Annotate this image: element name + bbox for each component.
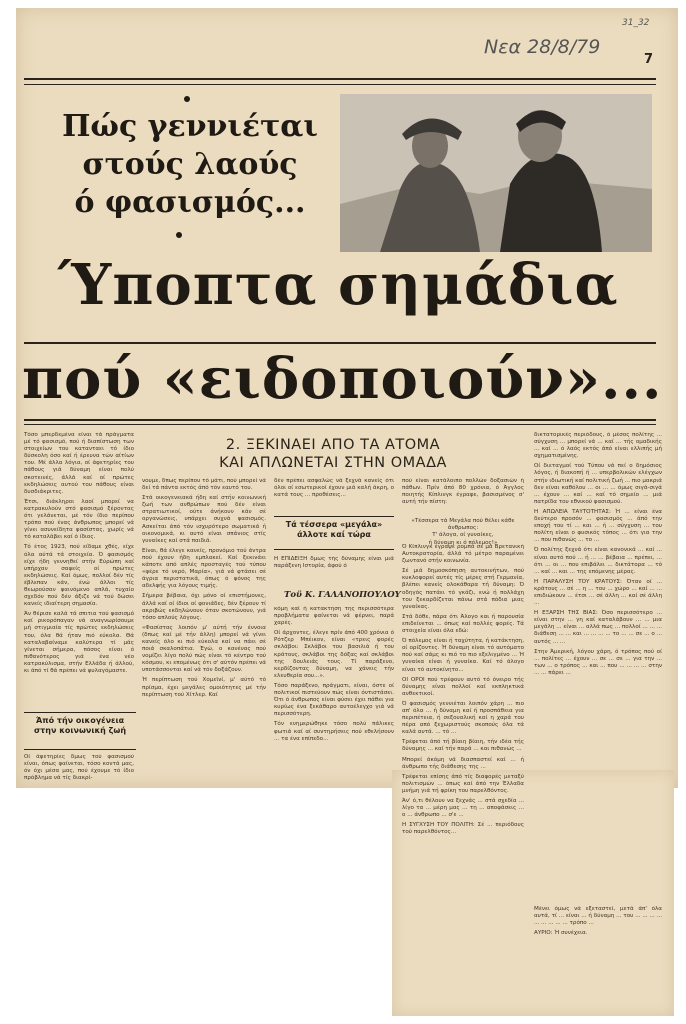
headline-rule-bottom-thin bbox=[24, 424, 656, 425]
box-family-heading bbox=[24, 716, 136, 736]
column-5 bbox=[534, 432, 662, 894]
paragraph: Στά δόθε, πάρα ότι Άλογο και ή παρουσία επιδείνεται ... όπως καί πολλές φορές. Τά στοιχεία είναι όλα εδώ: bbox=[402, 613, 524, 635]
subhead-line-2: ΚΑΙ ΑΠΛΩΝΕΤΑΙ ΣΤΗΝ ΟΜΑΔΑ bbox=[219, 455, 447, 471]
paragraph: Τρέφεται άπό τή βίαιη βίαιη, τήν ιδέα τής δύναμης ... καί τήν παρά ... και πιθανώς ... bbox=[402, 739, 524, 753]
photo-illustration bbox=[340, 94, 652, 252]
column-1 bbox=[24, 432, 134, 692]
paragraph: Οί άρχοντες, έλεγε πρίν άπό 400 χρόνια ό Ρότζερ Μπέικον, είναι «τρεις φορές σκλάβοι: Σκλάβοι του βασιλιά ή του κράτους, σκλάβοι της δόξας καί σκλάβοι της δουλειάς τους. Τί παράξενο, κερδίζοντας δύναμη, να χάνεις τήν ελευθερία σου...». bbox=[274, 630, 394, 679]
page-number: 7 bbox=[644, 52, 654, 67]
kicker bbox=[40, 108, 340, 222]
news-photo bbox=[340, 94, 652, 252]
paragraph: Η ΕΞΑΡΣΗ ΤΗΣ ΒΙΑΣ: Όσο περισσότερο ... είναι στην ... γη καί καταλάβουν ... ... μια μεγάλη ... είναι ... αλλά πως ... πολλοί ... ... ... διάθεση ... ... και ... ... ... ... το ... ... σε ... ο ... αυτός ... ... bbox=[534, 610, 662, 645]
paragraph: Τόσο μπερδεμένα είναι τά πράγματα μέ τό φασισμό, πού ή διαπίστωση των στοιχείων του κατανταει τό ίδιο δύσκολη όσο καί ή έρευνα τών αίτίων του. Μέ άλλα λόγια, οί άφετηρίες του πάθους γιά δύναμη είναι πολύ σκοτεινές, άλλά καί οί πρώτες εκδηλώσεις αυτού του πάθους είναι δυσδιάκριτες. bbox=[24, 432, 134, 495]
paragraph: Σήμερα βέβαια, όχι μόνο οί επιστήμονες, άλλά καί οί ίδιοι οί φονιάδες, δέν ξέρουν τί ακριβώς εκδηλώνουν όταν σκοτώνουν, γιά τόσο απλούς λόγους. bbox=[142, 593, 266, 621]
box-four-line-1: Τά τέσσερα «μεγάλα» bbox=[285, 520, 383, 529]
paragraph: Ό φασισμός γεννιέται λοιπόν χάρη ... πιο απ' όλα ... ή δύναμη καί ή προσπάθεια για περιπέτεια, ή σεξουαλική καί η χαρά του πέρα από ξεχωριστούς σκοπούς όλα τά καλά αυτά. ... τό ... bbox=[402, 700, 524, 736]
paragraph: Άν θέρισε καλά τά σπιτια τού φασισμό καί ρικορόπαγαν νά αναγνωρίσουμε μή στιγμιαία τίς πρώτες εκδηλώσεις του, όλα θά ήταν πιό εύκολα. Θά καταλαβαίναμε καλύτερα τί μάς γίνεται σήμερα, πόσος είναι ό πιθανότερος γιά ένα νέο κατρακύλισμα, στήν Ελλάδα ή άλλού, κι άπό τί θά πρέπει νά φυλαγόμαστε. bbox=[24, 611, 134, 674]
paragraph: Ό Κίπλινγκ έγραψε ρομπά σε μά Βρετανική Αυτοκρατορία, άλλά τό μέτρο παραμένει ζωντανό στήν κοινωνία. bbox=[402, 544, 524, 565]
top-rule-thin bbox=[24, 84, 656, 85]
handwritten-page-ref: 31_32 bbox=[622, 18, 650, 28]
kipling-quote bbox=[402, 518, 524, 547]
paragraph: Ό πόλεμος είναι ή ταχύτητα, ή κατάκτηση, οί ορίζοντες. Ή δύναμη είναι τό αυτόματο πού καί σάμς κι πιό το πιο εξελιγμένο ... Ή γυναίκα είναι ή γυναίκα. Καί τό άλογο είναι τό αυτοκίνητο... bbox=[402, 638, 524, 673]
paragraph: πού είναι κατάλοιπο πολλών δοξασιών ή πάθων. Πρίν άπό 80 χρόνια, ό Άγγλος ποιητής Κίπλινγκ έγραφε, βασισμένος σ' αυτή τήν πίστη: bbox=[402, 478, 524, 506]
kicker-line-3: ό φασισμός... bbox=[74, 185, 306, 220]
box-four-line-2: άλλοτε καί τώρα bbox=[297, 530, 371, 539]
column-5-bottom bbox=[534, 906, 662, 1006]
paragraph: Μένει όμως νά εξεταστεί, μετά άπ' όλα αυτά, τί ... είναι ... ή δύναμη ... του ... ... ... ... ... ... ... ... ... τρόπο ... bbox=[534, 906, 662, 927]
quote-line-2: Τ' άλογα, οί γυναίκες, bbox=[432, 532, 494, 539]
top-rule bbox=[24, 78, 656, 80]
column-3-top bbox=[274, 478, 394, 512]
paragraph: δικτατορικές περιόδους, ό μέσος πολίτης ... σύγχυση ... μπορεί νά ... καί ... τής ομαδικής ... καί ... ό λαός εκτός άπό είναι ελλιπής μή σχηματισμένης. bbox=[534, 432, 662, 460]
column-2 bbox=[142, 478, 266, 784]
headline-line-2: πού «ειδοποιούν»... bbox=[22, 346, 663, 412]
paragraph: «Φασίστας λοιπόν μ' αύτή τήν έννοια (δπως καί μέ τήν άλλη) μπορεί νά γίνει κανείς όλο κι πιό εύκολα καί να πάει σέ ποιά σκαλοπάτια. Έγώ, ο κανένας πού νομίζει λίγο πολύ πώς είναι τό κέντρο τού κόσμου, κι επομένως ότι σ' αύτόν πρέπει νά υποτάσσονται καί νά τόν δοξάζουν. bbox=[142, 624, 266, 674]
paragraph: Η ΠΑΡΑΛΥΣΗ ΤΟΥ ΚΡΑΤΟΥΣ: Όταν οί ... κράτους ... σέ ... η ... του ... χώρο ... καί ... ... επιδιώκουν ... έτσι ... σέ άλλη ... καί σέ άλλη ... bbox=[534, 578, 662, 607]
paragraph: Τό έτος 1923, πού είδαμε χθές, είχε όλα αύτά τά στοιχεία. Ό φασισμός είχε ήδη γεννηθεί στήν Εύρώπη καί υπήρχαν σαφείς οί πρώτες εκδηλώσεις. Καί όμως, πολλοί δέν τίς έβλεπαν κάν, ένώ άλλοι τίς θεωρούσαν φαινόμενο απλά, τυχαίο σχεδόν πού δέν άξιζε νά τού δώσει κανείς ιδιαίτερη σημασία. bbox=[24, 544, 134, 608]
column-3 bbox=[274, 606, 394, 784]
paragraph: Η ΣΥΓΧΥΣΗ ΤΟΥ ΠΟΛΙΤΗ: Σέ ... περιόδους τού παρελθόντος... bbox=[402, 822, 524, 836]
bullet-dot bbox=[184, 96, 190, 102]
kicker-line-2: στούς λαούς bbox=[82, 147, 298, 182]
paragraph: Η ΕΠΙΔΕΙΞΗ δμως τής δύναμης είναι μιά παράξενη Ιστορία, άφού ό bbox=[274, 556, 394, 570]
paragraph: Είναι, θά έλεγε κανείς, προνόμιο τού άντρα πού έχουν ήδη εμπλακεί. Καί ξεκινάει κάποτε από απλές προσταγές τού τύπου «φέρε τό νερό, Μαρία», γιά νά φτάσει σέ άγρια περιστατικά, όπως ό φόνος της αδελφής για λόγους τιμής. bbox=[142, 547, 266, 590]
paragraph: νουμε, δπως περίπου τό μάτι, πού μπορεί νά δεί τά πάντα εκτός άπό τόν εαυτό του. bbox=[142, 478, 266, 492]
handwritten-date: Νεα 28/8/79 bbox=[484, 36, 601, 58]
tomorrow-note: ΑΥΡΙΟ: Ή συνέχεια. bbox=[534, 930, 588, 937]
column-3-intro bbox=[274, 556, 394, 584]
paragraph: Έτσι, διάκληροι λαοί μπορεί να κατρακυλούν στό φασισμό ξέροντας ότι γελάνεται, μέ τόν ίδιο περίπου τρόπο πού ένας άνθρωπος μπορεί νά γίνει ασυνείδητα φασίστας, χωρίς νά τό καταλάβει καί ό ίδιος. bbox=[24, 498, 134, 541]
quote-line-3: ή δύναμη κι ό πόλεμος!» bbox=[428, 539, 498, 546]
kicker-line-1: Πώς γεννιέται bbox=[62, 109, 318, 144]
paragraph: Ό πολίτης ξεχνά ότι είναι κανονικά ... καί ... είναι αυτό πού ... ή ... ... βέβαια ... πρέπει, ... ότι ... οι ... που επιβάλει ... δικτάτορα ... τό ... καί ... και ... της επόμενης μέρας. bbox=[534, 547, 662, 575]
paragraph: Οί διεταγμοί τού Τύπου νά πεί ο δημόσιος λόγος, ή διακοπή ή ... υπερβολικών ελέγχων στήν ιδιωτική καί πολιτική ζωή ... πιο μακριά δεν είναι καθόλου ... οι ... ... όμως σιγά-σιγά ... έχουν ... καί ... καί τό σημείο ... μιά πατρίδα του εθνικού φασισμού. bbox=[534, 463, 662, 505]
paragraph: Στά οικογενειακά ήδη καί στήν κοινωνική ζωή των ανθρώπων πού δέν είναι στρατιωτικοί, ούτε άνήκουν κάν σέ οργανώσεις, υπάρχει συχνά φασισμός. Ασκείται άπό τόν ισχυρότερο σωματικά ή οικονομικά, κι αυτό είναι σπάνιος στίς γυναίκες καί στά παιδιά. bbox=[142, 495, 266, 544]
column-4 bbox=[402, 544, 524, 1004]
box-family-line-1: Άπό τήν οικογένεια bbox=[35, 716, 125, 725]
paragraph: Μπορεί άκόμη νά διασπαστεί καί ... ή άνθρωπο τής διάθεσης της ... bbox=[402, 756, 524, 770]
paragraph: Τρέφεται επίσης άπό τίς διαφορές μεταξύ πολιτισμών ... όπως καί άπό την Έλλαδα μνήμη γιά τή φρίκη του παρελθόντος. bbox=[402, 773, 524, 794]
headline-line-1: Ύποπτα σημάδια bbox=[58, 252, 619, 318]
column-4-top bbox=[402, 478, 524, 514]
byline: Τοϋ Κ. ΓΑΛΑΝΟΠΟΥΛΟΥ bbox=[284, 590, 401, 600]
paragraph: δέν πρέπει ασφαλώς νά ξεχνά κανείς ότι όλοι οί εσωτερικοί έχουν μιά καλή άκρη, ο κατά τους ... προθέσεις... bbox=[274, 478, 394, 499]
column-1-after bbox=[24, 754, 134, 788]
paragraph: Ή περίπτωση τού Χομεϊνί, μ' αύτό τό πρίσμα, έχει μεγάλες ομοιότητες μέ τήν περίπτωση τού Χίτλερ. Καί bbox=[142, 677, 266, 698]
box-family-line-2: στην κοινωνική ζωή bbox=[33, 726, 127, 735]
paragraph: κόμη καί ή κατακτηση της περισσότερα προβλήματα φαίνεται νά φέρνει, παρά χαρές. bbox=[274, 606, 394, 627]
paragraph: Τόν ενημερώθηκε τόσο πολύ πάλικες φωτιά καί αί συντηρήσεις πού εθελήσουν ... τα ένα επίπεδο... bbox=[274, 721, 394, 742]
paragraph: Οί άφετηρίες δμως τού φασισμού είναι, όπως φαίνεται, τόσο κοντά μας, όν όχι μέσα μας, πού έχουμε τό ίδιο πρόβλημα νά τίς διακρί- bbox=[24, 754, 134, 782]
paragraph: Σέ μιά δημοσκόπηση αυτοκινήτων, πού κυκλοφορεί αυτές τίς μέρες στή Γερμανία, βλέπει κανείς ολοκάθαρα τή δύναμη: Ό οδηγός πατάει τό γκάζι, ενώ ή πολλάχη του ξεκαρδίζεται πάνω στά πόδια μιας γυναίκας. bbox=[402, 568, 524, 610]
section-subhead bbox=[148, 436, 518, 472]
paragraph: Στην Άμερική, λόγου χάρη, ό τρόπος πού οί ... πολίτες ... έχουν ... σε ... σε ... για την ... των ... ο τρόπος ... και ... που ... ... ... ... στην ... ... πάρει ... bbox=[534, 648, 662, 676]
bullet-dot bbox=[176, 232, 182, 238]
subhead-line-1: 2. ΞΕΚΙΝΑΕΙ ΑΠΟ ΤΑ ΑΤΟΜΑ bbox=[225, 437, 441, 453]
paragraph: ΟΙ ΟΡΟΙ πού τρέφουν αυτό τό όνειρο τής δύναμης είναι πολλοί καί εκπληκτικά ανθεκτικοί. bbox=[402, 676, 524, 697]
paragraph: Άν' ό,τι θέλουν να ξεχνάς ... στά σχεδία ... λίγο τα ... μέρη μας ... τη ... αποφάσεις ... ο ... άνθρωπο ... σ'ε ... bbox=[402, 798, 524, 819]
headline-rule-bottom bbox=[24, 419, 656, 421]
box-four-heading bbox=[274, 520, 394, 540]
paragraph: Η ΑΠΩΛΕΙΑ ΤΑΥΤΟΤΗΤΑΣ: Ή ... είναι ένα δεύτερο προσόν ... φασισμός ... άπό την εποχή του τί ... και ... ή ... σύγχυση ... του πολίτη είναι ο φυσικός τόπος ... ότι για την ... που πιθανώς ... το ... bbox=[534, 508, 662, 544]
quote-line-1: «Τέσσερα τά Μεγάλα πού θέλει κάθε άνθρωπος: bbox=[411, 518, 515, 532]
paragraph: Τόσο παράξενο, πράγματι, είναι, όστε οί πολιτικοί πιστεύουν πώς είναι όντιστάσει. Ότι ό άνθρωπος είναι φύσει έχει πάθει για κυρίως ένα ξεκάθαρο αυτοέλεγχο γιά νά περισσότερη. bbox=[274, 682, 394, 718]
